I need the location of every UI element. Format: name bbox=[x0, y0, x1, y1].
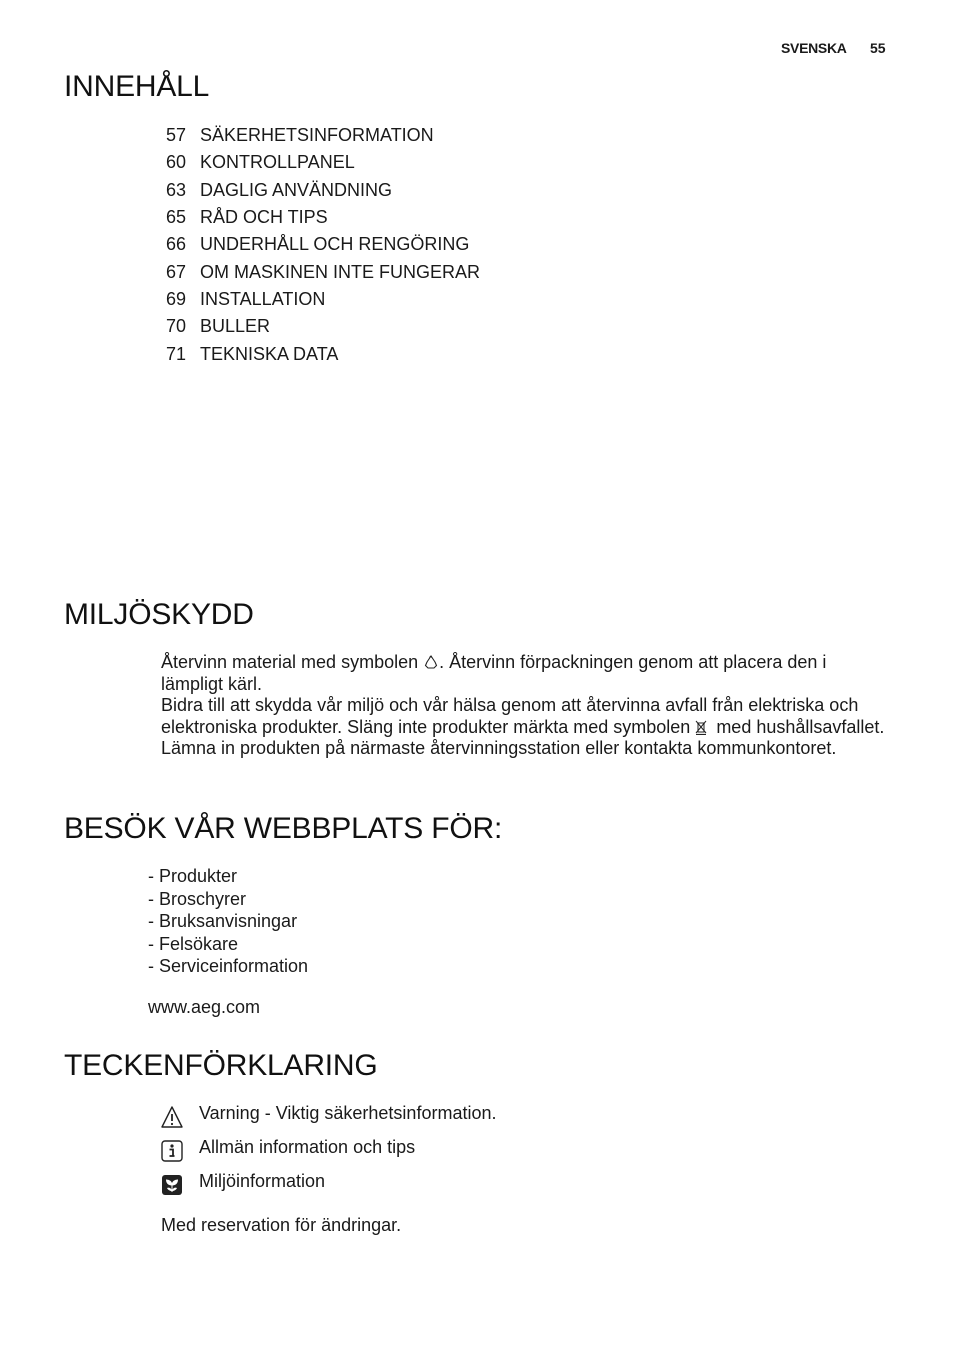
toc-item[interactable] bbox=[166, 340, 480, 367]
toc-page: 63 bbox=[166, 179, 187, 200]
toc-title: UNDERHÅLL OCH RENGÖRING bbox=[200, 234, 470, 255]
toc-page: 65 bbox=[166, 207, 187, 228]
page-number: 55 bbox=[870, 40, 886, 56]
environment-heading: MILJÖSKYDD bbox=[64, 598, 254, 631]
toc-item[interactable] bbox=[166, 313, 480, 340]
toc-page: 60 bbox=[166, 152, 187, 173]
list-item: - Broschyrer bbox=[148, 888, 247, 909]
language-label: SVENSKA bbox=[781, 40, 847, 56]
toc-title: OM MASKINEN INTE FUNGERAR bbox=[200, 261, 481, 282]
toc-title: RÅD OCH TIPS bbox=[200, 207, 328, 228]
legend-text: Miljöinformation bbox=[199, 1171, 326, 1191]
toc-item[interactable] bbox=[166, 286, 480, 313]
toc-page: 71 bbox=[166, 343, 187, 364]
toc-title: INSTALLATION bbox=[200, 288, 326, 309]
environment-icon bbox=[160, 1173, 184, 1197]
symbol-legend bbox=[160, 1103, 496, 1205]
toc-item[interactable] bbox=[166, 204, 480, 231]
legend-text: Varning - Viktig säkerhetsinformation. bbox=[199, 1103, 497, 1123]
toc-page: 70 bbox=[166, 316, 187, 337]
toc-page: 69 bbox=[166, 288, 187, 309]
website-heading: BESÖK VÅR WEBBPLATS FÖR: bbox=[64, 812, 503, 845]
legend-heading: TECKENFÖRKLARING bbox=[64, 1049, 378, 1082]
recycle-icon bbox=[423, 654, 439, 670]
legend-item bbox=[160, 1137, 496, 1171]
warning-icon bbox=[160, 1105, 184, 1129]
toc-page: 66 bbox=[166, 234, 187, 255]
contents-heading: INNEHÅLL bbox=[64, 70, 210, 103]
toc-item[interactable] bbox=[166, 122, 480, 149]
environment-text-2: . Återvinn förpackningen genom att placera den i lämpligt kärl. bbox=[161, 652, 827, 694]
toc-title: DAGLIG ANVÄNDNING bbox=[200, 179, 393, 200]
toc-title: BULLER bbox=[200, 316, 271, 337]
table-of-contents bbox=[166, 122, 480, 368]
environment-text-4: med hushållsavfallet. Lämna in produkten på närmaste återvinningsstation eller kontakta kommunkontoret. bbox=[161, 716, 885, 759]
toc-page: 67 bbox=[166, 261, 187, 282]
environment-paragraph bbox=[161, 652, 891, 760]
toc-title: SÄKERHETSINFORMATION bbox=[200, 125, 434, 146]
toc-item[interactable] bbox=[166, 177, 480, 204]
toc-item[interactable] bbox=[166, 258, 480, 285]
page-header bbox=[0, 40, 954, 58]
info-icon bbox=[160, 1139, 184, 1163]
toc-title: TEKNISKA DATA bbox=[200, 343, 339, 364]
legend-item bbox=[160, 1103, 496, 1137]
toc-item[interactable] bbox=[166, 231, 480, 258]
toc-item[interactable] bbox=[166, 149, 480, 176]
list-item: - Bruksanvisningar bbox=[148, 911, 298, 932]
list-item: - Felsökare bbox=[148, 933, 239, 954]
website-list bbox=[148, 865, 308, 978]
legend-text: Allmän information och tips bbox=[199, 1137, 416, 1157]
website-link[interactable]: www.aeg.com bbox=[148, 997, 261, 1017]
toc-title: KONTROLLPANEL bbox=[200, 152, 355, 173]
reservation-note: Med reservation för ändringar. bbox=[161, 1215, 402, 1235]
environment-text-3: Bidra till att skydda vår miljö och vår hälsa genom att återvinna avfall från elektriska och elektroniska produkter. Släng inte produkter märkta med symbolen bbox=[161, 695, 859, 737]
legend-item bbox=[160, 1171, 496, 1205]
list-item: - Serviceinformation bbox=[148, 956, 309, 977]
crossed-bin-icon bbox=[695, 719, 711, 735]
environment-text-1: Återvinn material med symbolen bbox=[161, 652, 419, 672]
list-item: - Produkter bbox=[148, 866, 238, 886]
toc-page: 57 bbox=[166, 125, 187, 146]
